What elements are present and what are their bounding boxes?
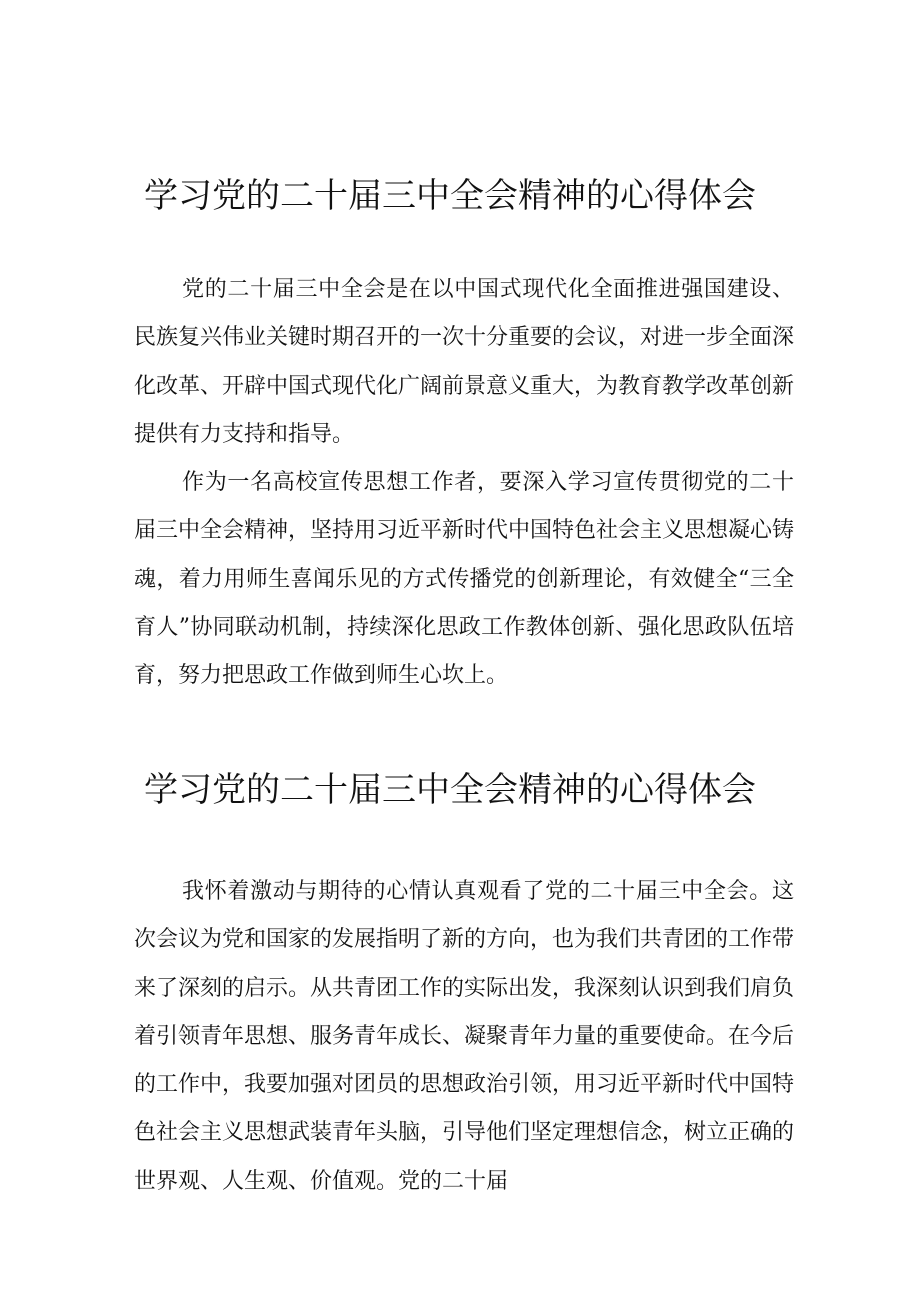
article-body-2 [0, 868, 794, 1206]
article-section-2 [0, 766, 920, 1206]
article-heading-1: 学习党的二十届三中全会精神的心得体会 [144, 176, 756, 216]
article-section-1 [0, 172, 920, 701]
paragraph-1: 党的二十届三中全会是在以中国式现代化全面推进强国建设、民族复兴伟业关键时期召开的一次十分重要的会议，对进一步全面深化改革、开辟中国式现代化广阔前景意义重大，为教育教学改革创新提供有力支持和指导。 [134, 277, 795, 447]
paragraph-2: 作为一名高校宣传思想工作者，要深入学习宣传贯彻党的二十届三中全会精神，坚持用习近平新时代中国特色社会主义思想凝心铸魂，着力用师生喜闻乐见的方式传播党的创新理论，有效健全“三全育人”协同联动机制，持续深化思政工作教体创新、强化思政队伍培育，努力把思政工作做到师生心坎上。 [134, 470, 795, 689]
article-heading-2: 学习党的二十届三中全会精神的心得体会 [144, 770, 756, 810]
paragraph-3: 我怀着激动与期待的心情认真观看了党的二十届三中全会。这次会议为党和国家的发展指明了新的方向，也为我们共青团的工作带来了深刻的启示。从共青团工作的实际出发，我深刻认识到我们肩负着引领青年思想、服务青年成长、凝聚青年力量的重要使命。在今后的工作中，我要加强对团员的思想政治引领，用习近平新时代中国特色社会主义思想武装青年头脑，引导他们坚定理想信念，树立正确的世界观、人生观、价值观。党的二十届 [134, 879, 795, 1194]
article-body-1 [0, 266, 794, 701]
